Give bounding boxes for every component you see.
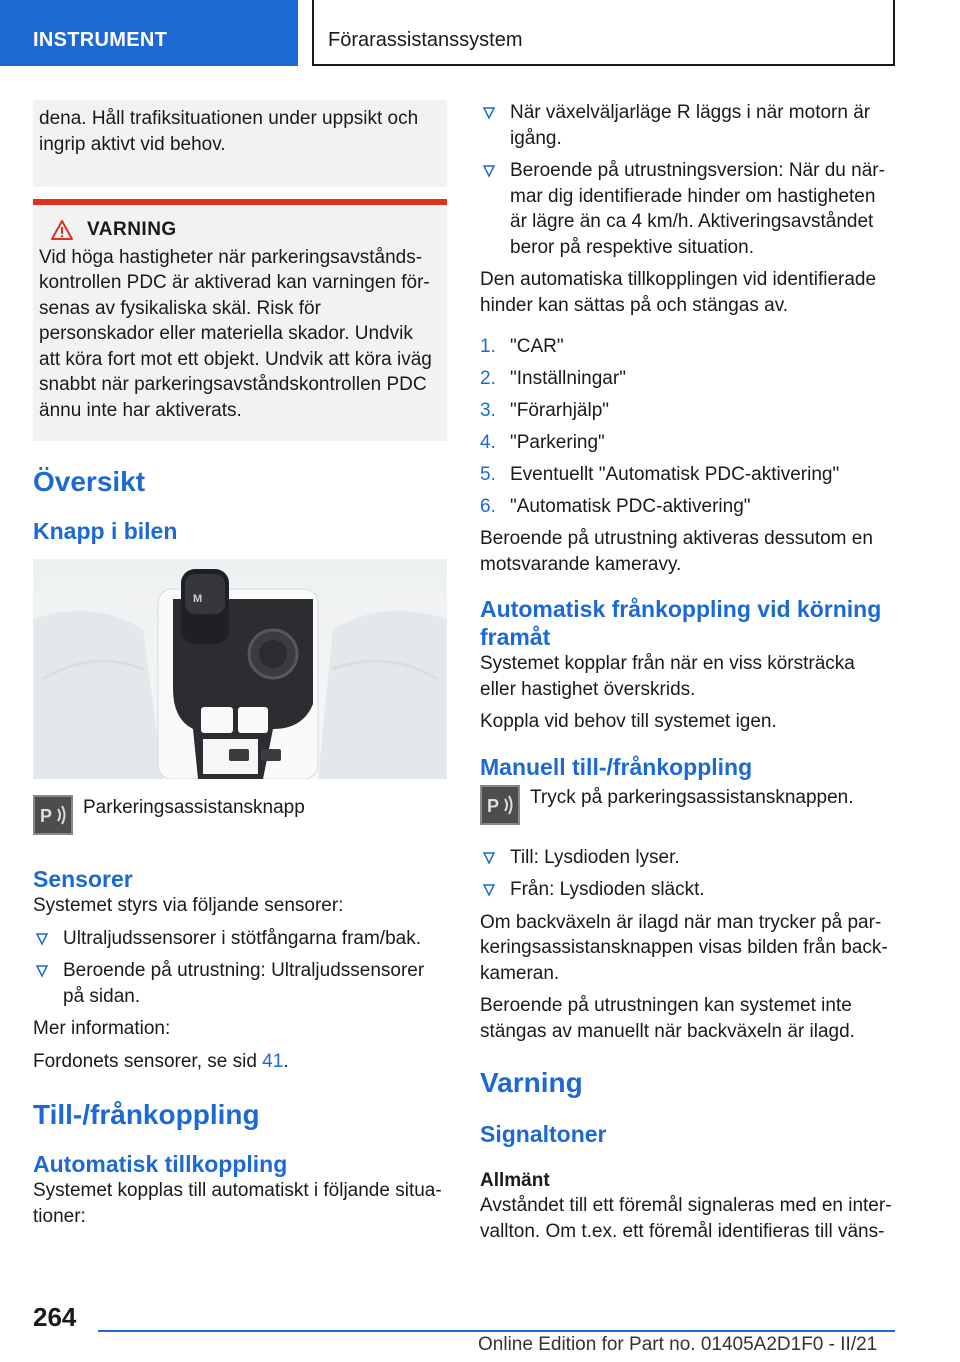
svg-text:P: P (487, 795, 500, 816)
bullet-triangle-icon (35, 932, 49, 946)
sensor-reference: Fordonets sensorer, se sid 41. (33, 1050, 289, 1072)
step-item: 4. "Parkering" (480, 432, 605, 453)
step-item: 3. "Förarhjälp" (480, 400, 610, 421)
warning-triangle-icon (51, 220, 73, 240)
continued-note-text: dena. Håll trafiksituationen under uppsikt och ingrip aktivt vid behov. (39, 108, 419, 155)
center-console-image (33, 559, 447, 779)
button-caption-row (33, 795, 447, 835)
warning-box (33, 205, 447, 441)
svg-text:M: M (193, 593, 203, 605)
list-item: Ultraljudssensorer i stötfångarna fram/bak. (33, 926, 447, 952)
manual-instruction-text: Tryck på parkeringsassistansknappen. (530, 786, 854, 808)
warning-heading (51, 217, 439, 243)
automatic-on-list (480, 100, 896, 260)
general-text: Avståndet till ett föremål signaleras med en intervallton. Om t.ex. ett föremål identifieras till väns- (480, 1195, 892, 1242)
button-caption: Parkeringsassistansknapp (83, 797, 305, 818)
bullet-triangle-icon (482, 883, 496, 897)
automatic-off-text-1: Systemet kopplar från när en viss körsträcka eller hastighet överskrids. (480, 653, 855, 700)
more-info-label: Mer information: (33, 1018, 171, 1039)
bullet-triangle-icon (482, 164, 496, 178)
page-number: 264 (33, 1302, 77, 1332)
list-item: Från: Lysdioden släckt. (480, 877, 896, 903)
right-column (480, 100, 896, 1251)
heading-manual-on-off: Manuell till-/frånkoppling (480, 753, 753, 780)
section-tab (0, 0, 298, 66)
svg-text:P: P (40, 806, 53, 826)
edition-note: Online Edition for Part no. 01405A2D1F0 - II/21 (478, 1334, 878, 1355)
sensor-list (33, 926, 447, 1010)
heading-signal-tones: Signaltoner (480, 1121, 607, 1147)
heading-sensors: Sensorer (33, 866, 133, 892)
reverse-gear-paragraph-1: Om backväxeln är ilagd när man trycker på parkeringsassistansknappen visas bilden från backkameran. (480, 911, 888, 984)
page-header (0, 0, 960, 68)
settings-steps (480, 334, 896, 520)
parking-assistant-button-icon (33, 795, 73, 835)
step-item: 1. "CAR" (480, 336, 564, 357)
step-item: 5. Eventuellt "Automatisk PDC-aktivering" (480, 464, 840, 485)
heading-automatic-off: Automatisk frånkoppling vid körning framåt (480, 596, 882, 650)
reverse-gear-paragraph-2: Beroende på utrustningen kan systemet inte stängas av manuellt när backväxeln är ilagd. (480, 995, 855, 1042)
chapter-title: Förarassistanssystem (328, 29, 523, 51)
list-item: När växelväljarläge R läggs i när motorn är igång. (480, 100, 896, 151)
heading-overview: Översikt (33, 466, 146, 497)
warning-label: VARNING (87, 219, 177, 240)
page-reference-link[interactable]: 41 (262, 1050, 284, 1072)
camera-paragraph: Beroende på utrustning aktiveras dessutom en motsvarande kameravy. (480, 528, 873, 575)
section-label: INSTRUMENT (33, 29, 168, 51)
step-item: 6. "Automatisk PDC-aktivering" (480, 496, 751, 517)
bullet-triangle-icon (35, 964, 49, 978)
manual-instruction-row (480, 785, 896, 825)
parking-assistant-button-icon (480, 785, 520, 825)
heading-automatic-on: Automatisk tillkoppling (33, 1151, 288, 1177)
automatic-off-text-2: Koppla vid behov till systemet igen. (480, 711, 777, 732)
bullet-triangle-icon (482, 851, 496, 865)
left-column (33, 100, 447, 1236)
heading-on-off: Till-/frånkoppling (33, 1099, 260, 1130)
list-item: Beroende på utrustning: Ultraljudssensorer på sidan. (33, 958, 447, 1009)
step-item: 2. "Inställningar" (480, 368, 626, 389)
list-item: Beroende på utrustningsversion: När du närmar dig identifierade hinder om hastigheten är lägre än ca 4 km/h. Aktiveringsavståndet beror på respektive situation. (480, 158, 896, 260)
list-item: Till: Lysdioden lyser. (480, 845, 896, 871)
center-console-photo (33, 559, 447, 779)
bullet-triangle-icon (482, 106, 496, 120)
continued-note-box (33, 100, 447, 187)
warning-text: Vid höga hastigheter när parkeringsavståndskontrollen PDC är aktiverad kan varningen försenas av fysikaliska skäl. Risk för personskador eller materiella skador. Undvik att köra fort mot ett objekt. Undvik att köra iväg snabbt när parkeringsavståndskontrollen PDC ännu inte har aktiverats. (39, 246, 432, 421)
chapter-title-box (312, 0, 895, 66)
heading-general: Allmänt (480, 1170, 550, 1191)
footer-rule (98, 1330, 895, 1332)
heading-warning: Varning (480, 1067, 583, 1098)
heading-button-in-car: Knapp i bilen (33, 518, 178, 544)
automatic-on-paragraph: Den automatiska tillkopplingen vid identifierade hinder kan sättas på och stängas av. (480, 269, 877, 316)
sensors-intro: Systemet styrs via följande sensorer: (33, 895, 344, 916)
automatic-on-text: Systemet kopplas till automatiskt i följande situationer: (33, 1180, 442, 1227)
led-status-list (480, 845, 896, 903)
